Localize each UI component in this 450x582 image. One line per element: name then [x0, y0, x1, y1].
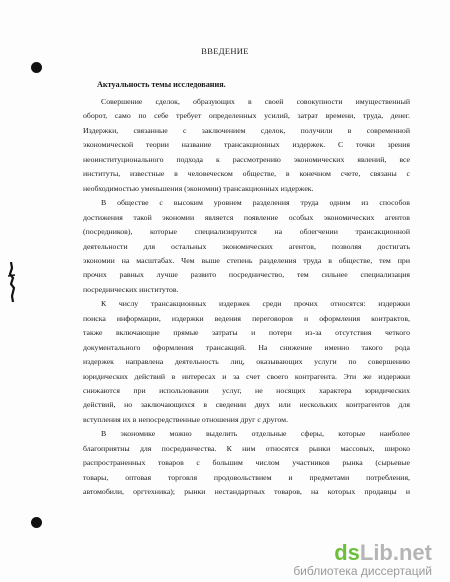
text-line: (посредников), которые специализируются на облегчении трансакционной: [83, 227, 410, 237]
punch-hole-bottom: [31, 517, 42, 528]
text-line: документального оформления трансакций. На снижение именно такого рода: [83, 342, 410, 352]
text-line: издержек направлена деятельность лиц, оказывающих услуги по совершению: [83, 357, 410, 367]
text-line: Совершение сделок, образующих в своей совокупности имущественный: [101, 97, 410, 106]
text-line: деятельности для остальных экономических агентов, позволяя достигать: [83, 241, 410, 251]
section-title: Актуальность темы исследования.: [97, 80, 226, 89]
text-line: достижения такой экономии является появление особых экономических агентов: [83, 212, 410, 222]
punch-hole-top: [31, 62, 42, 73]
text-line: неоинституционального подхода к рассмотрению экономических явлений, все: [83, 154, 410, 164]
text-line: поиска информации, издержки ведения переговоров и оформления контрактов,: [83, 313, 410, 323]
text-line: необходимостью уменьшения (экономии) трансакционных издержек.: [83, 183, 314, 193]
watermark-subtitle: библиотека диссертаций: [293, 564, 432, 578]
text-line: благоприятны для посредничества. К ним относятся рынки массовых, широко: [83, 443, 410, 453]
text-line: оборот, само по себе требует определенных усилий, затрат времени, труда, денег.: [83, 111, 410, 121]
text-line: распространенных товаров с большим числом участников рынка (сырьевые: [83, 458, 410, 468]
text-line: автомобили, оргтехника); рынки нестандартных товаров, на которых продавцы и: [83, 487, 410, 497]
text-line: экономической теории название трансакционных издержек. С точки зрения: [83, 140, 410, 150]
text-line: прочих равных лучше развито посредничество, тем сильнее специализация: [83, 270, 410, 280]
text-line: также включающие прямые затраты и потери из-за отсутствия четкого: [83, 328, 410, 338]
scan-artifact-mark: [4, 262, 20, 302]
text-line: снижаются при использовании услуг, не носящих характера юридических: [83, 386, 410, 395]
watermark: [293, 542, 432, 578]
text-line: юридических действий в интересах и за счет своего контрагента. Эти же издержки: [83, 371, 410, 381]
text-line: экономии на масштабах. Чем выше степень разделения труда в обществе, тем при: [83, 255, 410, 265]
text-line: В обществе с высоким уровнем разделения труда одним из способов: [101, 198, 410, 208]
text-line: посреднических институтов.: [83, 284, 179, 294]
text-line: В экономике можно выделить отдельные сферы, которые наиболее: [101, 429, 410, 439]
watermark-logo: dsLib.net: [334, 540, 432, 565]
text-line: институты, известные в человеческом обществе, в конечном счете, связаны с: [83, 169, 410, 179]
text-line: действий, но заключающихся в сведении двух или нескольких контрагентов для: [83, 400, 410, 410]
text-line: Издержки, связанные с заключением сделок, получили в современной: [83, 125, 410, 135]
text-line: К числу трансакционных издержек среди прочих относятся: издержки: [101, 299, 410, 309]
page-heading: ВВЕДЕНИЕ: [201, 46, 249, 56]
text-line: вступления их в непосредственные отношения друг с другом.: [83, 414, 289, 424]
text-line: товары, оптовая торговля продовольствием и предметами потребления,: [83, 472, 410, 482]
